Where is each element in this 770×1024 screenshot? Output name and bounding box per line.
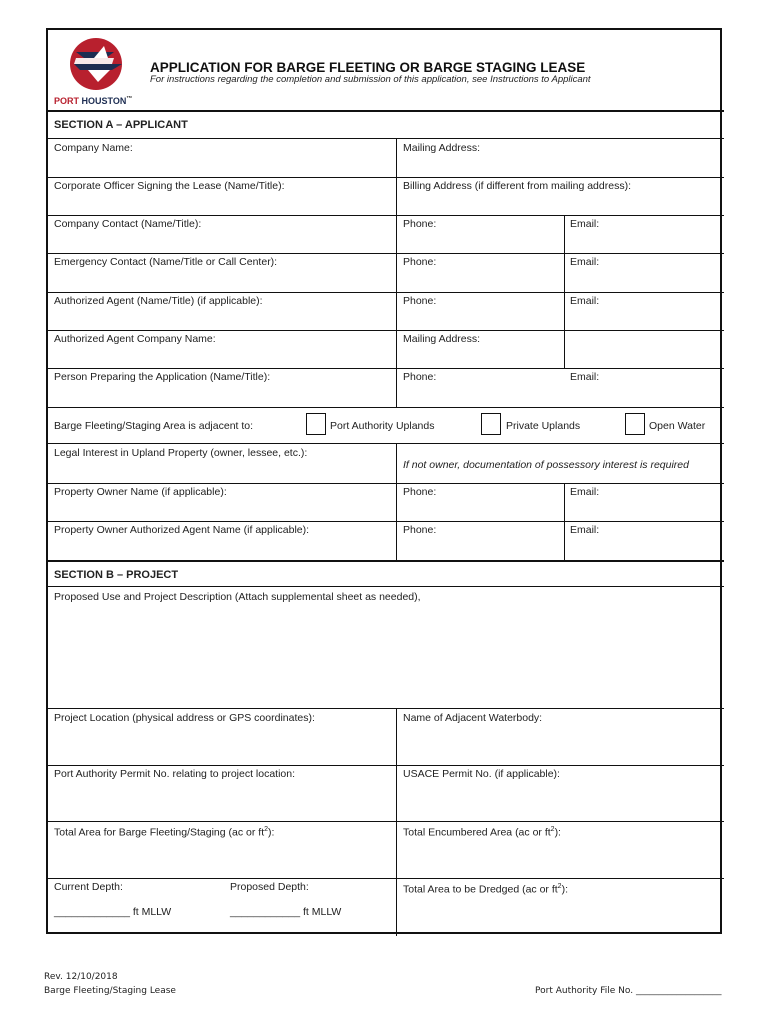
revision-date: Rev. 12/10/2018 bbox=[44, 972, 118, 982]
divider bbox=[48, 483, 724, 484]
waterbody-label[interactable]: Name of Adjacent Waterbody: bbox=[403, 712, 543, 724]
agent-company-label[interactable]: Authorized Agent Company Name: bbox=[54, 333, 216, 345]
authorized-agent-label[interactable]: Authorized Agent (Name/Title) (if applicable): bbox=[54, 295, 263, 307]
section-a-heading: SECTION A – APPLICANT bbox=[54, 119, 188, 131]
dredged-area-label[interactable]: Total Area to be Dredged (ac or $ft^2$): bbox=[403, 883, 568, 896]
divider bbox=[48, 368, 724, 369]
emergency-contact-label[interactable]: Emergency Contact (Name/Title or Call Center): bbox=[54, 256, 278, 268]
person-preparing-label[interactable]: Person Preparing the Application (Name/Title): bbox=[54, 371, 271, 383]
divider bbox=[48, 560, 724, 562]
billing-address-label[interactable]: Billing Address (if different from mailing address): bbox=[403, 180, 631, 192]
divider bbox=[48, 215, 724, 216]
phone-label[interactable]: Phone: bbox=[403, 524, 437, 536]
column-divider bbox=[564, 483, 565, 560]
section-b-heading: SECTION B – PROJECT bbox=[54, 569, 179, 581]
company-contact-label[interactable]: Company Contact (Name/Title): bbox=[54, 218, 202, 230]
corporate-officer-label[interactable]: Corporate Officer Signing the Lease (Name/Title): bbox=[54, 180, 285, 192]
form-subtitle: For instructions regarding the completion and submission of this application, see Instructions to Applicant bbox=[150, 74, 591, 85]
phone-label[interactable]: Phone: bbox=[403, 295, 437, 307]
email-label[interactable]: Email: bbox=[570, 295, 600, 307]
column-divider bbox=[396, 443, 397, 560]
document-name: Barge Fleeting/Staging Lease bbox=[44, 986, 176, 996]
divider bbox=[48, 443, 724, 444]
company-name-label[interactable]: Company Name: bbox=[54, 142, 133, 154]
private-uplands-checkbox[interactable] bbox=[481, 413, 501, 435]
email-label[interactable]: Email: bbox=[570, 218, 600, 230]
divider bbox=[48, 253, 724, 254]
current-depth-blank[interactable]: _____________ ft MLLW bbox=[54, 906, 172, 918]
open-water-label: Open Water bbox=[649, 420, 706, 432]
encumbered-area-label[interactable]: Total Encumbered Area (ac or $ft^2$): bbox=[403, 826, 561, 839]
email-label[interactable]: Email: bbox=[570, 371, 600, 383]
adjacent-label: Barge Fleeting/Staging Area is adjacent to: bbox=[54, 420, 254, 432]
legal-interest-note: If not owner, documentation of possessory interest is required bbox=[403, 459, 689, 471]
current-depth-label[interactable]: Current Depth: bbox=[54, 881, 123, 893]
owner-agent-label[interactable]: Property Owner Authorized Agent Name (if applicable): bbox=[54, 524, 310, 536]
divider bbox=[48, 521, 724, 522]
divider bbox=[48, 708, 724, 709]
port-authority-uplands-checkbox[interactable] bbox=[306, 413, 326, 435]
email-label[interactable]: Email: bbox=[570, 486, 600, 498]
form-title: APPLICATION FOR BARGE FLEETING OR BARGE STAGING LEASE bbox=[150, 60, 586, 75]
column-divider bbox=[396, 138, 397, 407]
column-divider bbox=[396, 708, 397, 936]
column-divider bbox=[564, 215, 565, 369]
divider bbox=[48, 586, 724, 587]
divider bbox=[48, 878, 724, 879]
private-uplands-label: Private Uplands bbox=[506, 420, 581, 432]
proposed-use-label[interactable]: Proposed Use and Project Description (Attach supplemental sheet as needed), bbox=[54, 591, 421, 603]
email-label[interactable]: Email: bbox=[570, 524, 600, 536]
file-number: Port Authority File No. ___________________ bbox=[535, 986, 722, 996]
legal-interest-label[interactable]: Legal Interest in Upland Property (owner, lessee, etc.): bbox=[54, 447, 308, 459]
open-water-checkbox[interactable] bbox=[625, 413, 645, 435]
total-area-label[interactable]: Total Area for Barge Fleeting/Staging (ac or $ft^2$): bbox=[54, 826, 275, 839]
divider bbox=[48, 407, 724, 408]
phone-label[interactable]: Phone: bbox=[403, 256, 437, 268]
property-owner-label[interactable]: Property Owner Name (if applicable): bbox=[54, 486, 227, 498]
divider bbox=[48, 110, 724, 112]
mailing-address-label[interactable]: Mailing Address: bbox=[403, 142, 481, 154]
agent-mailing-label[interactable]: Mailing Address: bbox=[403, 333, 481, 345]
port-authority-uplands-label: Port Authority Uplands bbox=[330, 420, 435, 432]
proposed-depth-label[interactable]: Proposed Depth: bbox=[230, 881, 309, 893]
logo-wordmark: PORT HOUSTON™ bbox=[54, 96, 133, 106]
divider bbox=[48, 330, 724, 331]
usace-permit-label[interactable]: USACE Permit No. (if applicable): bbox=[403, 768, 560, 780]
divider bbox=[48, 821, 724, 822]
permit-no-label[interactable]: Port Authority Permit No. relating to project location: bbox=[54, 768, 296, 780]
divider bbox=[48, 765, 724, 766]
divider bbox=[48, 292, 724, 293]
phone-label[interactable]: Phone: bbox=[403, 218, 437, 230]
phone-label[interactable]: Phone: bbox=[403, 486, 437, 498]
email-label[interactable]: Email: bbox=[570, 256, 600, 268]
divider bbox=[48, 177, 724, 178]
project-location-label[interactable]: Project Location (physical address or GPS coordinates): bbox=[54, 712, 315, 724]
application-form bbox=[46, 28, 722, 934]
phone-label[interactable]: Phone: bbox=[403, 371, 437, 383]
proposed-depth-blank[interactable]: ____________ ft MLLW bbox=[230, 906, 342, 918]
divider bbox=[48, 138, 724, 139]
